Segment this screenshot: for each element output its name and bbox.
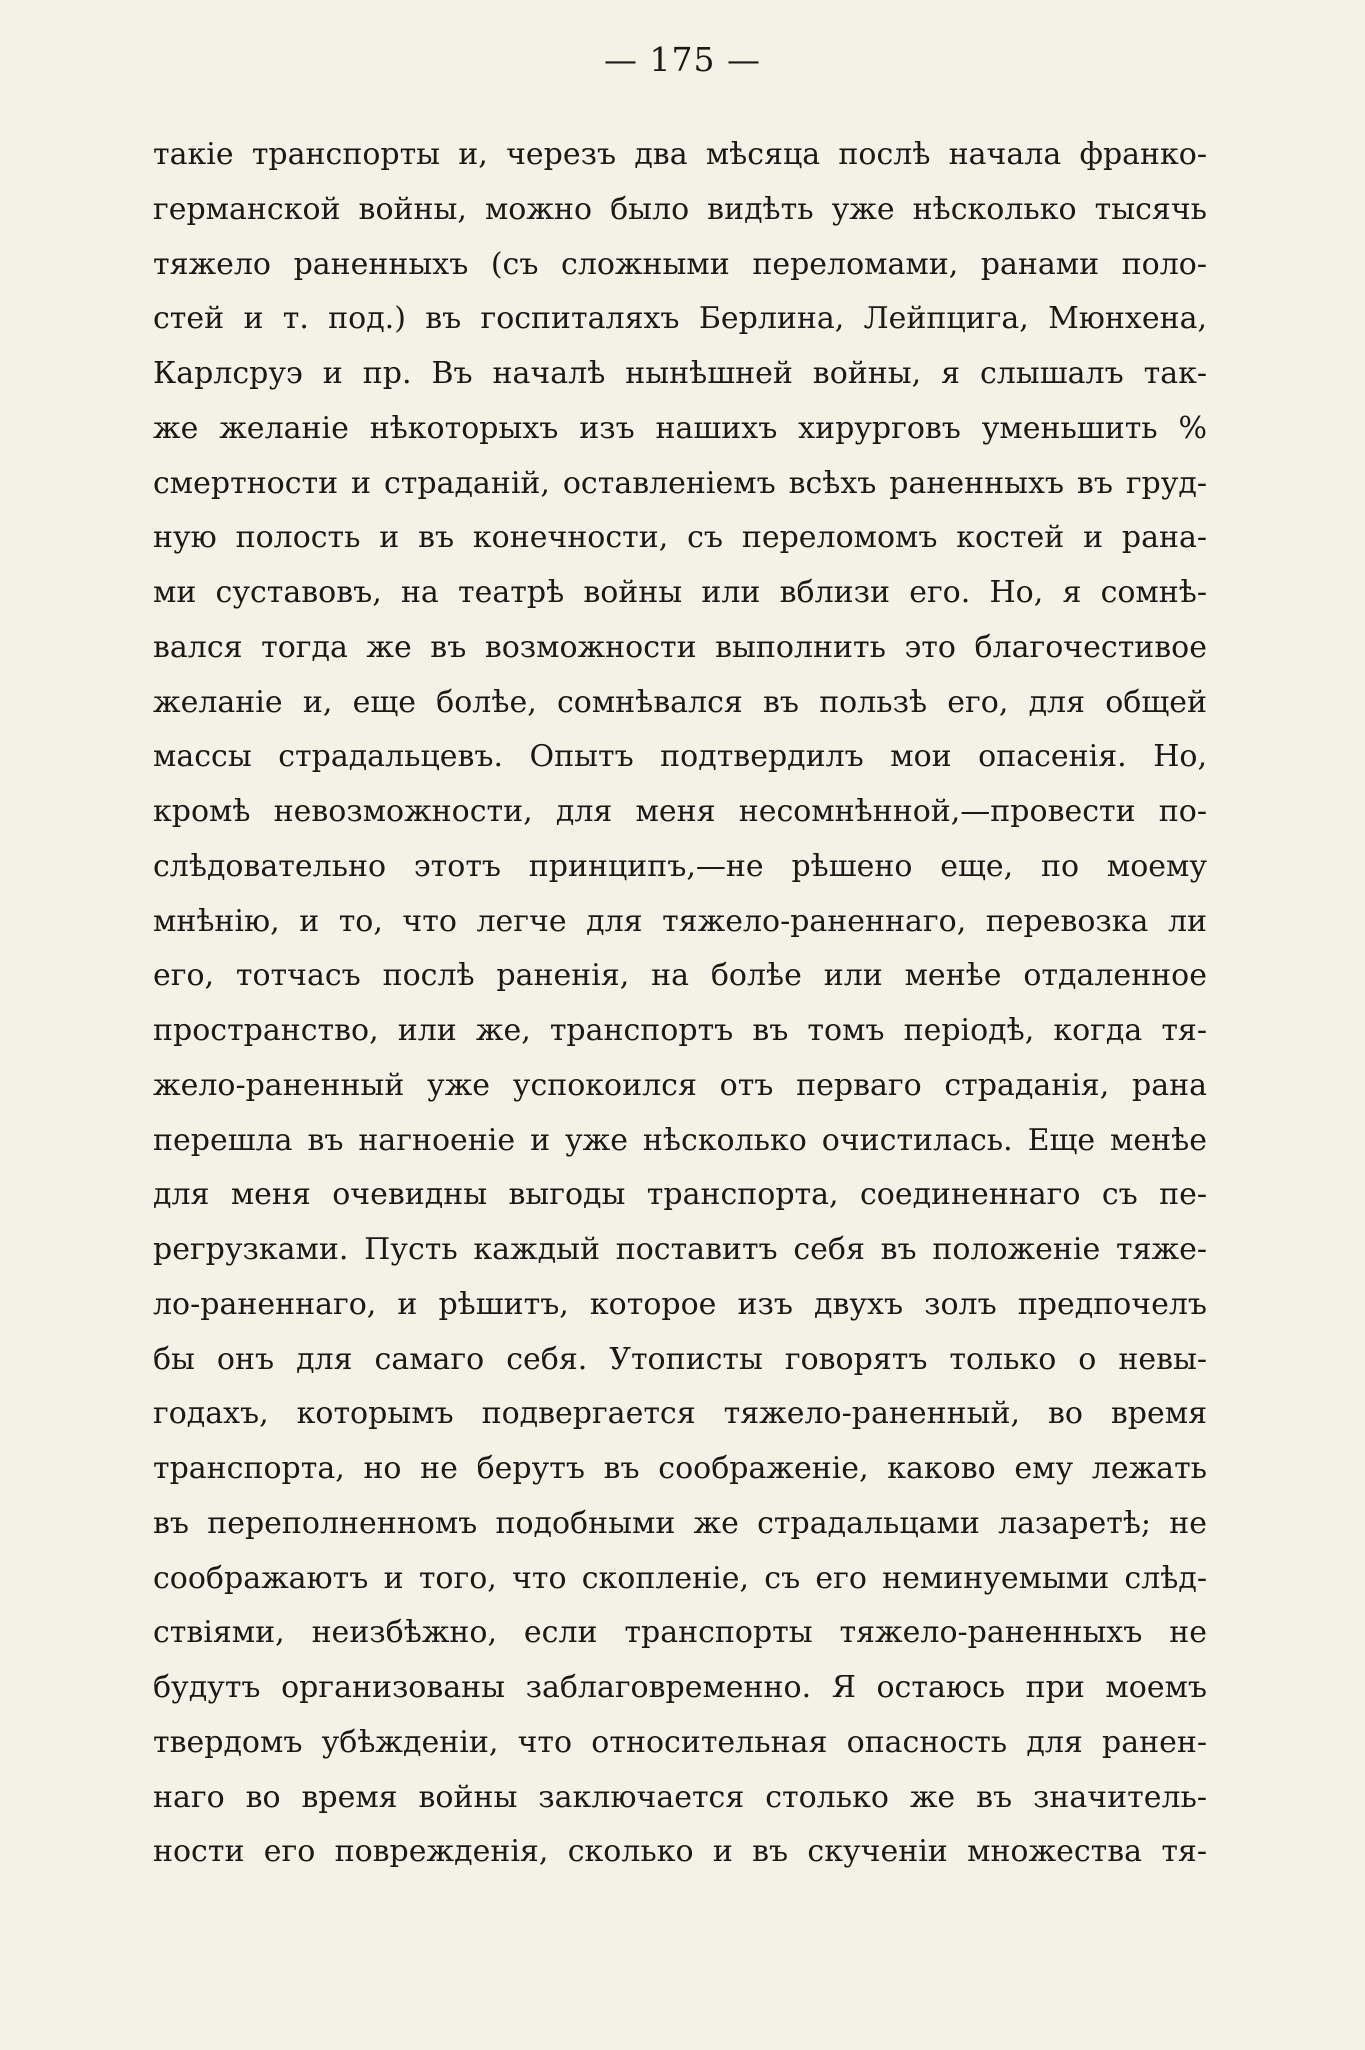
text-line: будутъ организованы заблаговременно. Я остаюсь при моемъ (153, 1670, 1207, 1705)
text-line: годахъ, которымъ подвергается тяжело-раненный, во время (153, 1396, 1207, 1432)
text-line: смертности и страданій, оставленіемъ всѣхъ раненныхъ въ груд- (153, 465, 1207, 501)
text-line: массы страдальцевъ. Опытъ подтвердилъ мои опасенія. Но, (153, 739, 1207, 775)
text-line: твердомъ убѣжденіи, что относительная опасность для ранен- (153, 1724, 1207, 1760)
text-line: жело-раненный уже успокоился отъ перваго страданія, рана (153, 1067, 1207, 1103)
text-line: ную полость и въ конечности, съ переломомъ костей и рана- (153, 520, 1207, 556)
text-line: его, тотчасъ послѣ раненія, на болѣе или менѣе отдаленное (153, 958, 1207, 994)
text-line: германской войны, можно было видѣть уже нѣсколько тысячь (153, 191, 1207, 227)
text-line: перешла въ нагноеніе и уже нѣсколько очистилась. Еще менѣе (153, 1122, 1207, 1158)
text-line: вался тогда же въ возможности выполнить это благочестивое (153, 629, 1207, 665)
text-line: соображаютъ и того, что скопленіе, съ его неминуемыми слѣд- (153, 1560, 1207, 1596)
text-line: слѣдовательно этотъ принципъ,—не рѣшено еще, по моему (153, 848, 1207, 884)
text-line: наго во время войны заключается столько же въ значитель- (153, 1779, 1207, 1815)
text-line: тяжело раненныхъ (съ сложными переломами, ранами поло- (153, 246, 1207, 282)
page-number: — 175 — (604, 40, 761, 79)
text-line: кромѣ невозможности, для меня несомнѣнной,—провести по- (153, 794, 1207, 829)
text-line: ми суставовъ, на театрѣ войны или вблизи его. Но, я сомнѣ- (153, 575, 1207, 610)
text-line: такіе транспорты и, черезъ два мѣсяца послѣ начала франко- (153, 137, 1207, 172)
text-line: ствіями, неизбѣжно, если транспорты тяжело-раненныхъ не (153, 1615, 1207, 1651)
text-line: стей и т. под.) въ госпиталяхъ Берлина, Лейпцига, Мюнхена, (153, 301, 1207, 337)
body-text (153, 128, 1207, 1880)
text-line: пространство, или же, транспортъ въ томъ періодѣ, когда тя- (153, 1013, 1207, 1048)
text-line: ности его поврежденія, сколько и въ скученіи множества тя- (153, 1834, 1207, 1870)
text-line: желаніе и, еще болѣе, сомнѣвался въ пользѣ его, для общей (153, 684, 1207, 720)
text-line: мнѣнію, и то, что легче для тяжело-раненнаго, перевозка ли (153, 903, 1207, 939)
text-line: транспорта, но не берутъ въ соображеніе, каково ему лежать (153, 1451, 1207, 1486)
text-line: бы онъ для самаго себя. Утописты говорятъ только о невы- (153, 1341, 1207, 1377)
text-line: для меня очевидны выгоды транспорта, соединеннаго съ пе- (153, 1177, 1207, 1213)
text-line: же желаніе нѣкоторыхъ изъ нашихъ хирурговъ уменьшить % (153, 410, 1207, 446)
text-line: Карлсруэ и пр. Въ началѣ нынѣшней войны, я слышалъ так- (153, 356, 1207, 391)
text-line: ло-раненнаго, и рѣшитъ, которое изъ двухъ золъ предпочелъ (153, 1286, 1207, 1322)
text-line: въ переполненномъ подобными же страдальцами лазаретѣ; не (153, 1505, 1207, 1541)
text-line: регрузками. Пусть каждый поставитъ себя въ положеніе тяже- (153, 1232, 1207, 1267)
